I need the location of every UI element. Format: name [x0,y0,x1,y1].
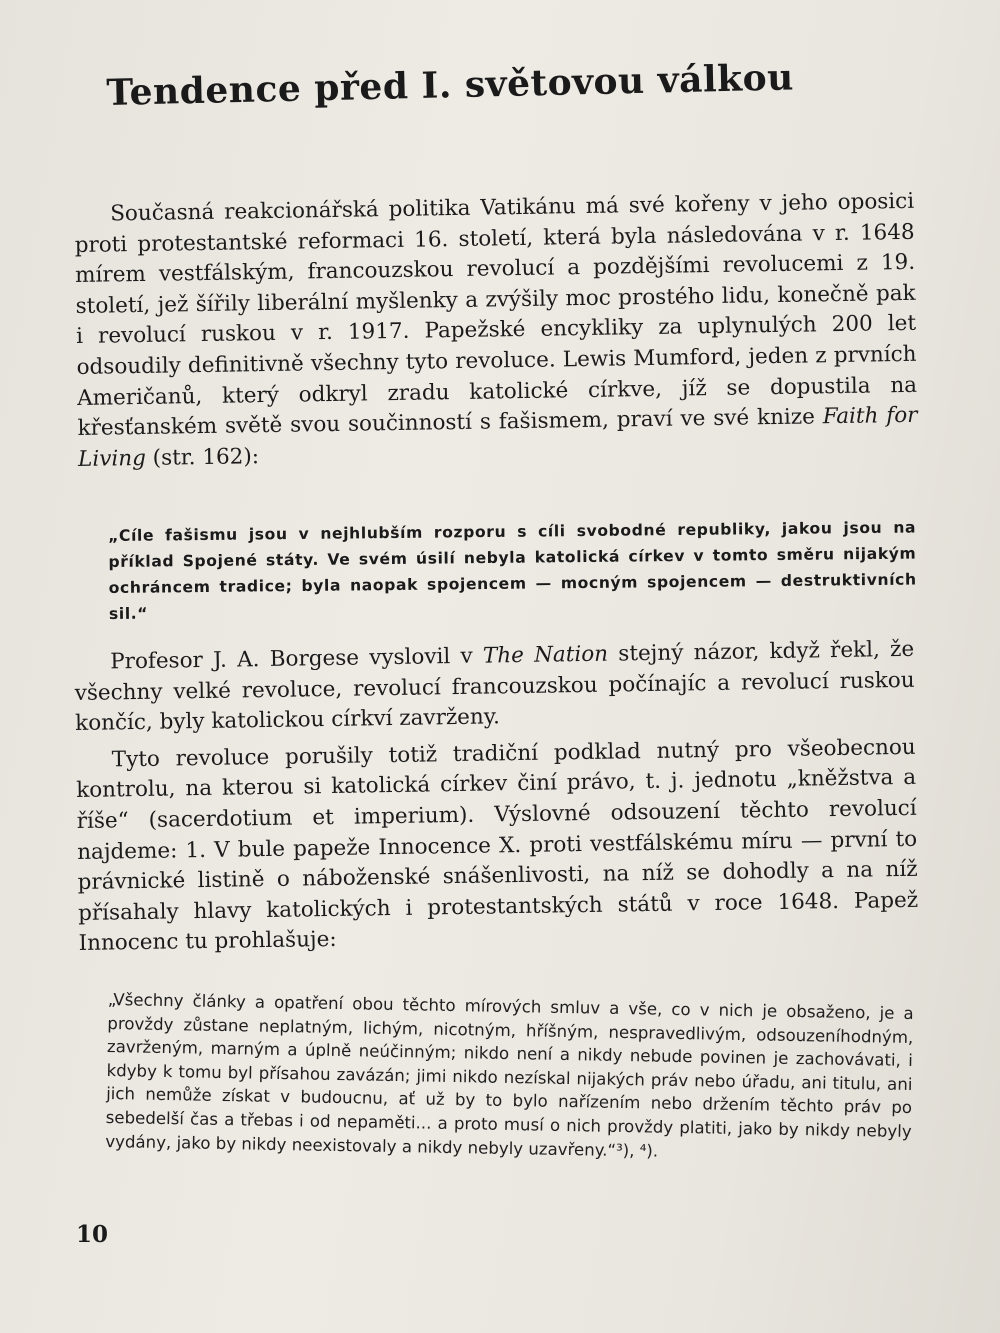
paragraph-1: Současná reakcionářská politika Vatikánu má své kořeny v jeho oposici proti protestantské reformaci 16. století, která byla následována v r. 1648 mírem vestfálským, francouzskou revolucí a pozdějšími revolucemi z 19. století, jež šířily liberální myšlenky a zvýšily moc prostého lidu, konečně pak i revolucí ruskou v r. 1917. Papežské encykliky za uplynulých 200 let odsoudily definitivně všechny tyto revoluce. Lewis Mumford, jeden z prvních Američanů, který odkryl zradu katolické církve, jíž se dopustila na křesťanském světě svou součinností s fašismem, praví ve své knize Faith for Living (str. 162): [74,188,918,472]
body-text-upper [74,187,918,476]
page-number: 10 [76,1221,109,1248]
quote-mumford: „Cíle fašismu jsou v nejhlubším rozporu s cíli svobodné republiky, jakou jsou na příklad Spojené státy. Ve svém úsilí nebyla katolická církev v tomto směru nijakým ochráncem tradice; byla naopak spojencem — mocným spojencem — destruktivních sil.“ [108,518,917,623]
book-title: Faith for Living [77,402,918,472]
chapter-title: Tendence před I. světovou válkou [106,56,795,114]
paragraph-2: Profesor J. A. Borgese vyslovil v The Nation stejný názor, když řekl, že všechny velké revoluce, revolucí francouzskou počínajíc a revolucí ruskou končíc, byly katolickou církví zavrženy. [74,636,915,737]
journal-title: The Nation [482,641,609,669]
body-text-middle [74,635,919,960]
quote-innocent: „Všechny články a opatření obou těchto mírových smluv a vše, co v nich je obsaženo, je a provždy zůstane neplatným, lichým, nicotným, hříšným, nespravedlivým, odsouzeníhodným, zavrženým, marným a úplně neúčinným; nikdo není a nikdy nebude povinen je zachovávati, i kdyby k tomu byl přísahou zavázán; jimi nikdo nezískal nijakých práv nebo úřadu, ani titulu, ani jich nemůže získat v budoucnu, ať už by to bylo nařízením nebo držením těchto práv po sebedelší čas a třebas i od nepaměti... a proto musí o nich provždy platiti, jako by nikdy nebyly vydány, jako by nikdy neexistovaly a nikdy nebyly uzavřeny.“³), ⁴). [105,989,914,1161]
paragraph-3: Tyto revoluce porušily totiž tradiční podklad nutný pro všeobecnou kontrolu, na kterou si katolická církev činí právo, t. j. jednotu „kněžstva a říše“ (sacerdotium et imperium). Výslovné odsouzení těchto revolucí najdeme: 1. V bule papeže Innocence X. proti vestfálskému míru — první to právnické listině o náboženské snášenlivosti, na níž se dohodly a na níž přísahaly hlavy katolických i protestantských států v roce 1648. Papež Innocenc tu prohlašuje: [76,734,919,957]
